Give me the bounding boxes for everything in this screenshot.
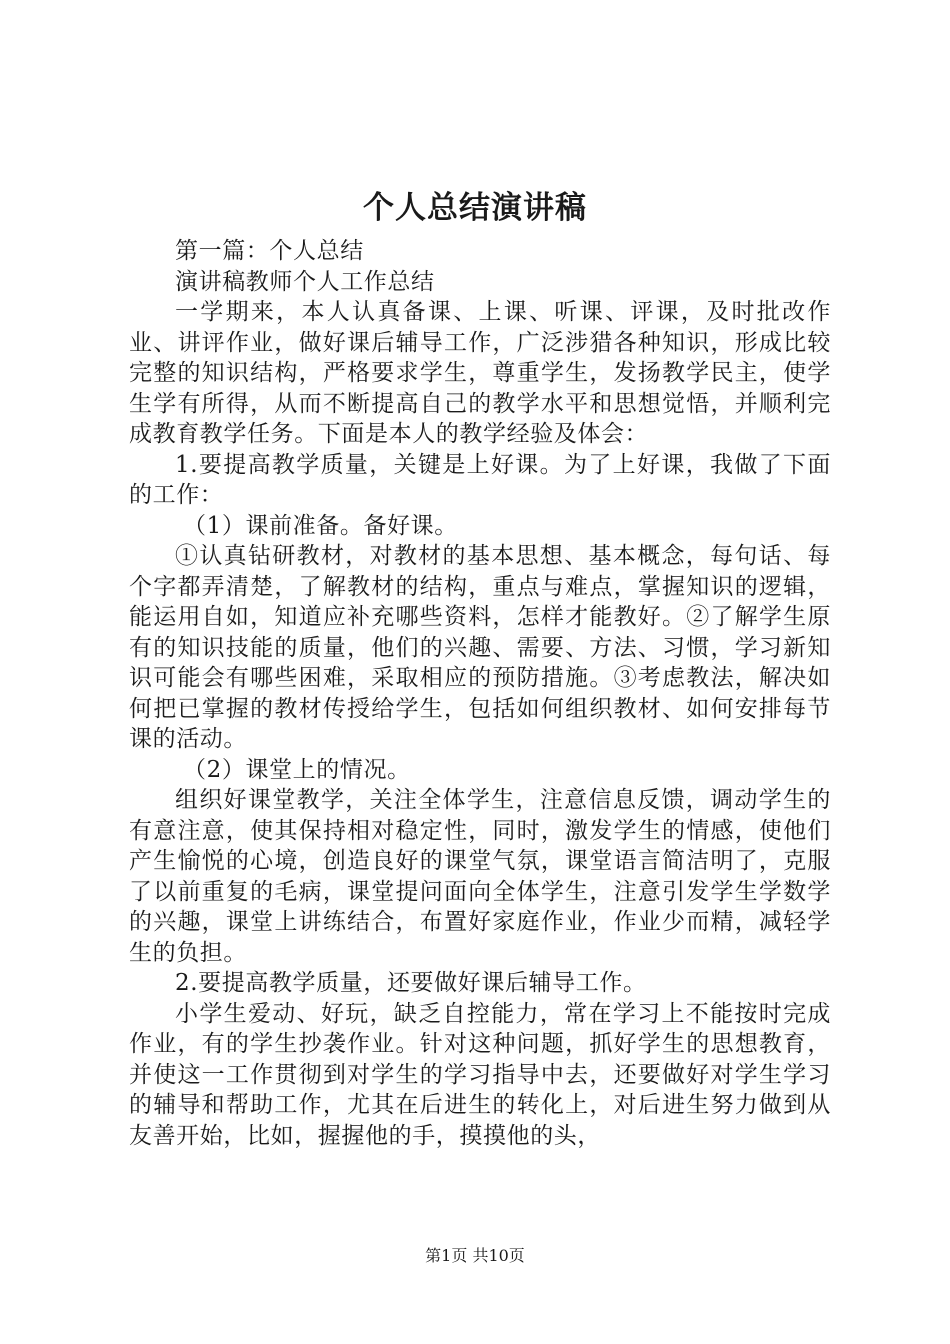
document-title: 个人总结演讲稿 [363,190,587,226]
paragraph-classroom: 组织好课堂教学，关注全体学生，注意信息反馈，调动学生的有意注意，使其保持相对稳定性，同时，激发学生的情感，使他们产生愉悦的心境，创造良好的课堂气氛，课堂语言简洁明了，克服了以前重复的毛病，课堂提问面向全体学生，注意引发学生学数学的兴趣，课堂上讲练结合，布置好家庭作业，作业少而精，减轻学生的负担。 [129,787,831,966]
paragraph-subpoint-2: （2）课堂上的情况。 [183,756,411,783]
paragraph-point-1: 1.要提高教学质量，关键是上好课。为了上好课，我做了下面的工作： [129,451,831,508]
paragraph-tutoring: 小学生爱动、好玩，缺乏自控能力，常在学习上不能按时完成作业，有的学生抄袭作业。针对这种问题，抓好学生的思想教育，并使这一工作贯彻到对学生的学习指导中去，还要做好对学生学习的辅导和帮助工作，尤其在后进生的转化上，对后进生努力做到从友善开始，比如，握握他的手，摸摸他的头， [129,1000,831,1149]
paragraph-point-2: 2.要提高教学质量，还要做好课后辅导工作。 [175,970,647,996]
paragraph-subpoint-1: （1）课前准备。备好课。 [183,512,458,539]
document-body [129,236,831,1151]
paragraph-section-heading: 第一篇：个人总结 [175,238,364,264]
paragraph-subtitle: 演讲稿教师个人工作总结 [175,268,435,295]
paragraph-preparation: ①认真钻研教材，对教材的基本思想、基本概念，每句话、每个字都弄清楚，了解教材的结构，重点与难点，掌握知识的逻辑，能运用自如，知道应补充哪些资料，怎样才能教好。②了解学生原有的知识技能的质量，他们的兴趣、需要、方法、习惯，学习新知识可能会有哪些困难，采取相应的预防措施。③考虑教法，解决如何把已掌握的教材传授给学生，包括如何组织教材、如何安排每节课的活动。 [129,543,831,752]
paragraph-intro: 一学期来，本人认真备课、上课、听课、评课，及时批改作业、讲评作业，做好课后辅导工作，广泛涉猎各种知识，形成比较完整的知识结构，严格要求学生，尊重学生，发扬教学民主，使学生学有所得，从而不断提高自己的教学水平和思想觉悟，并顺利完成教育教学任务。下面是本人的教学经验及体会： [129,299,831,447]
page-footer: 第1页 共10页 [425,1246,525,1265]
